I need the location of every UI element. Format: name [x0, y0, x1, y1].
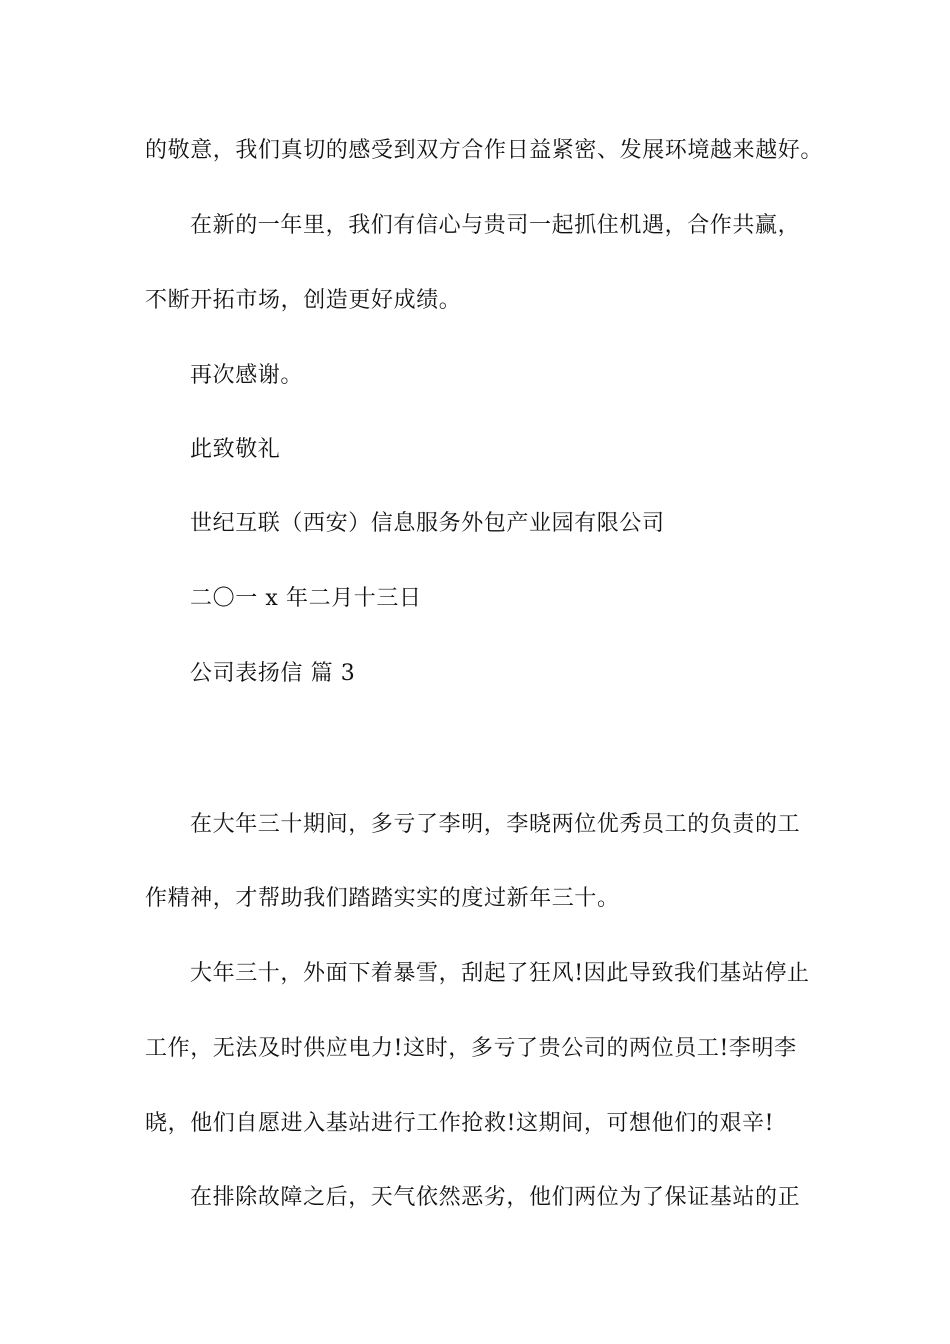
paragraph-line: 的敬意，我们真切的感受到双方合作日益紧密、发展环境越来越好。 [145, 138, 824, 163]
paragraph-line: 不断开拓市场，创造更好成绩。 [145, 288, 462, 313]
paragraph-line: 工作，无法及时供应电力!这时，多亏了贵公司的两位员工!李明李 [145, 1036, 797, 1061]
closing-salutation: 此致敬礼 [190, 437, 281, 462]
section-heading: 公司表扬信 篇 3 [190, 661, 356, 686]
company-signature: 世纪互联（西安）信息服务外包产业园有限公司 [190, 511, 665, 536]
paragraph-line: 再次感谢。 [190, 363, 304, 388]
paragraph-line: 大年三十，外面下着暴雪，刮起了狂风!因此导致我们基站停止 [190, 961, 810, 986]
letter-date: 二〇一 x 年二月十三日 [190, 586, 422, 611]
paragraph-line: 在排除故障之后，天气依然恶劣，他们两位为了保证基站的正 [190, 1185, 801, 1210]
paragraph-line: 在大年三十期间，多亏了李明，李晓两位优秀员工的负责的工 [190, 812, 801, 837]
paragraph-line: 晓，他们自愿进入基站进行工作抢救!这期间，可想他们的艰辛! [145, 1111, 775, 1136]
paragraph-line: 在新的一年里，我们有信心与贵司一起抓住机遇，合作共赢， [190, 213, 801, 238]
paragraph-line: 作精神，才帮助我们踏踏实实的度过新年三十。 [145, 886, 620, 911]
